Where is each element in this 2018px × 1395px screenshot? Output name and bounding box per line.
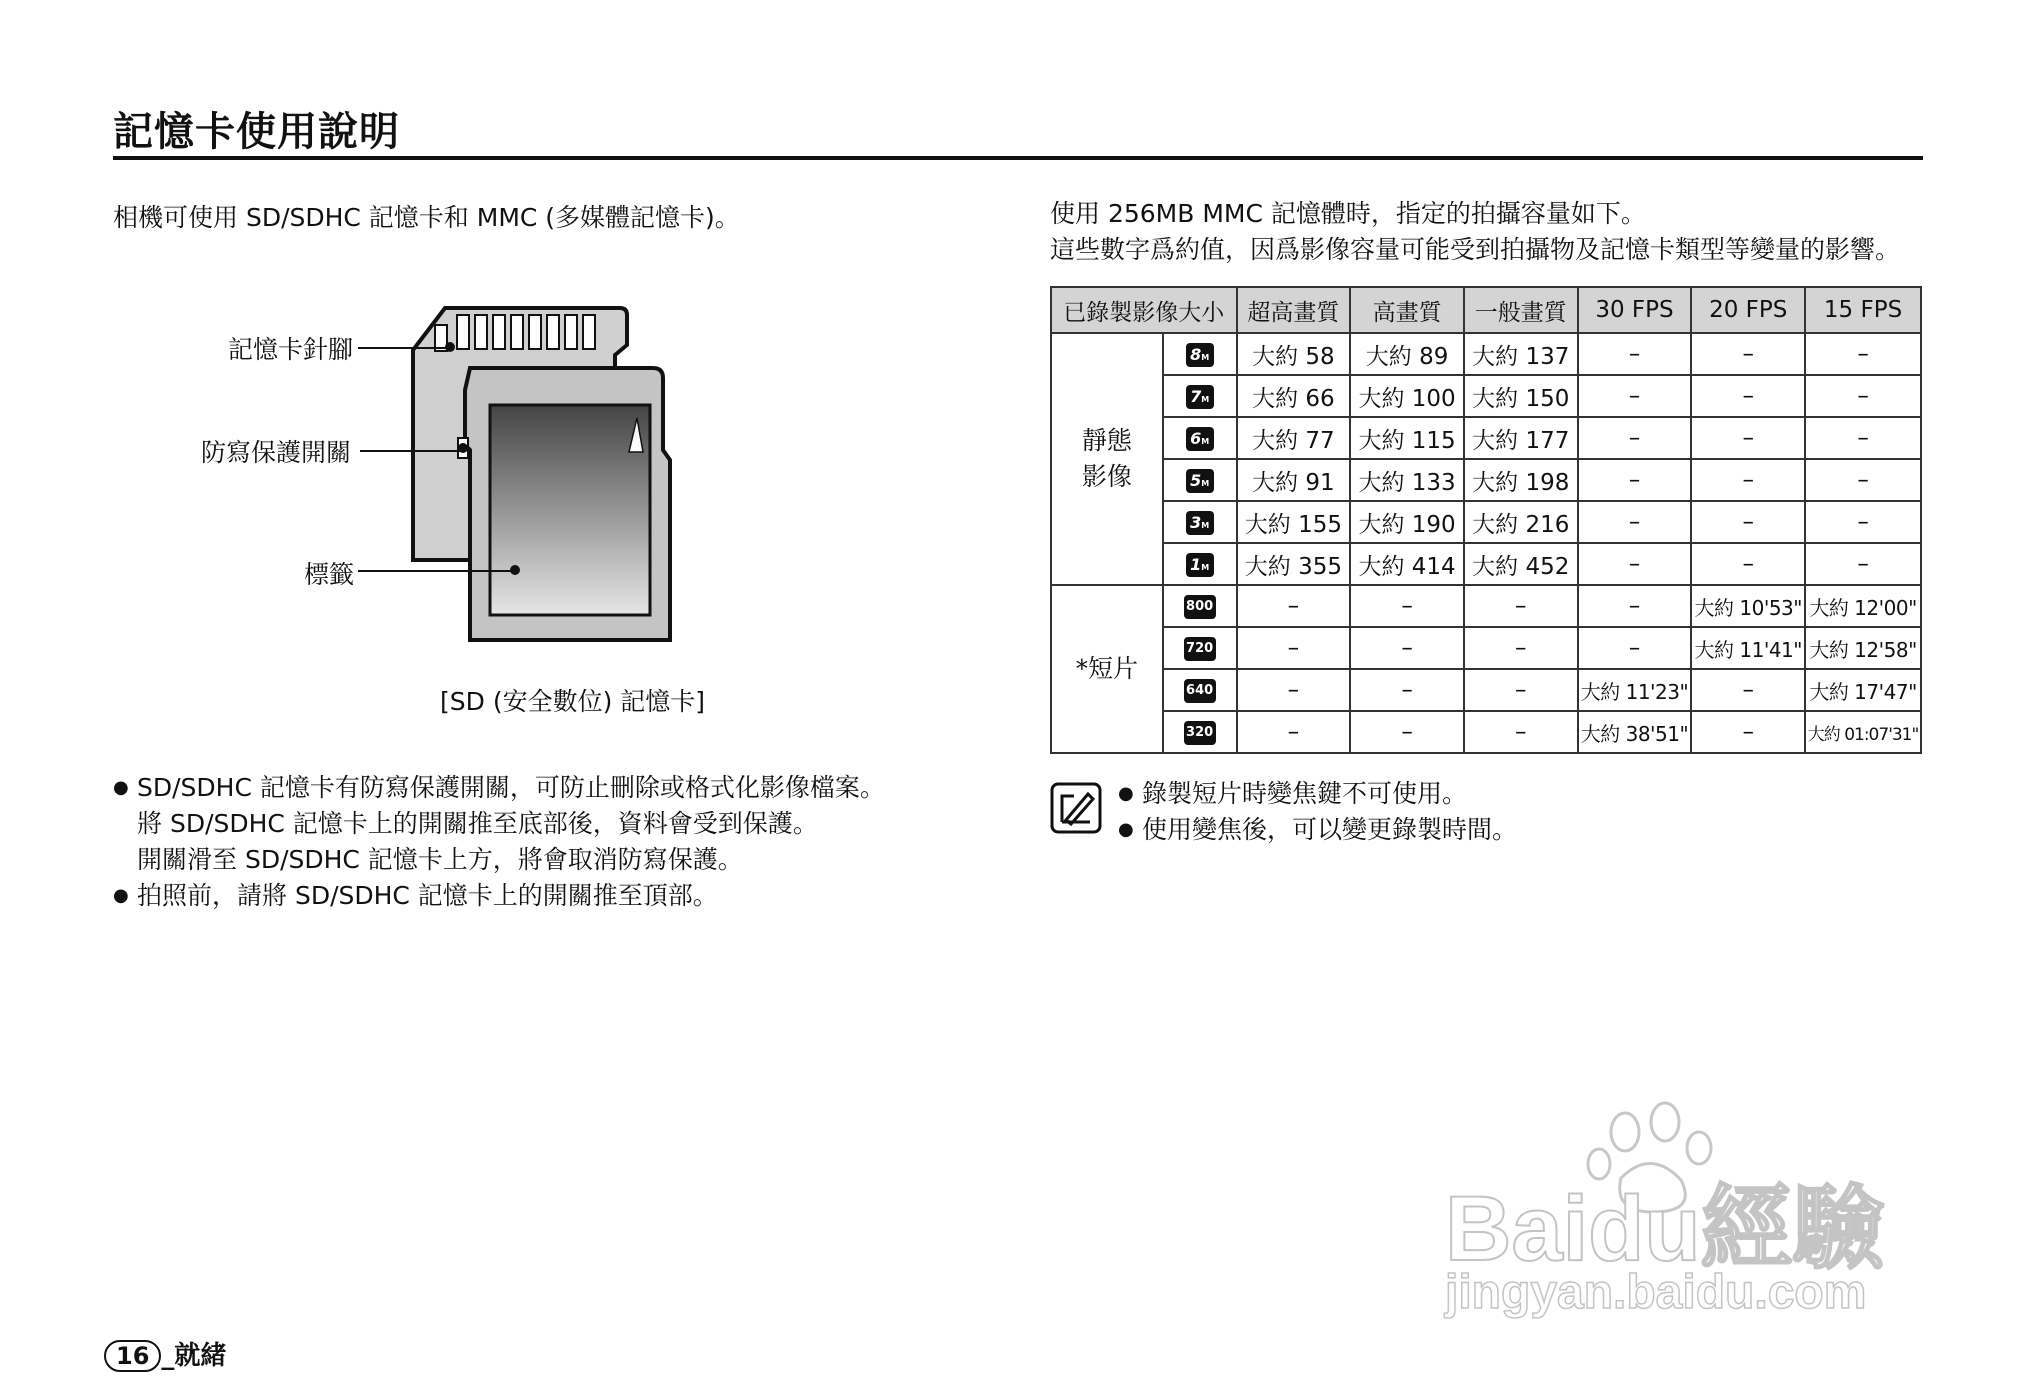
table-cell: – [1691, 333, 1805, 375]
table-cell: – [1691, 501, 1805, 543]
col-header: 高畫質 [1350, 287, 1464, 333]
page-number: 16 [104, 1340, 161, 1372]
table-row [1051, 459, 1921, 501]
table-cell: – [1464, 585, 1578, 627]
col-header: 一般畫質 [1464, 287, 1578, 333]
table-cell: 大約 12'58" [1805, 627, 1921, 669]
table-cell: 大約 452 [1464, 543, 1578, 585]
table-cell: 大約 115 [1350, 417, 1464, 459]
size-icon: 1M [1163, 543, 1237, 585]
table-cell: 大約 190 [1350, 501, 1464, 543]
size-icon: 8M [1163, 333, 1237, 375]
col-header: 超高畫質 [1237, 287, 1351, 333]
col-header: 30 FPS [1578, 287, 1692, 333]
list-item: ● 拍照前，請將 SD/SDHC 記憶卡上的開關推至頂部。 [113, 878, 973, 914]
size-icon: 6M [1163, 417, 1237, 459]
table-cell: – [1691, 459, 1805, 501]
table-cell: – [1805, 459, 1921, 501]
table-cell: – [1805, 333, 1921, 375]
page-title: 記憶卡使用說明 [113, 109, 400, 155]
movie-clip-label: *短片 [1051, 585, 1163, 753]
table-cell: – [1805, 543, 1921, 585]
leader-line [360, 450, 463, 452]
note-list [1118, 776, 1818, 848]
table-cell: 大約 10'53" [1691, 585, 1805, 627]
table-cell: 大約 11'41" [1691, 627, 1805, 669]
resolution-icon: 640 [1163, 669, 1237, 711]
intro-text: 相機可使用 SD/SDHC 記憶卡和 MMC (多媒體記憶卡)。 [113, 203, 740, 232]
leader-line [358, 570, 515, 572]
table-row [1051, 333, 1921, 375]
table-cell: – [1578, 459, 1692, 501]
left-bullet-list [113, 770, 973, 914]
table-cell: 大約 58 [1237, 333, 1351, 375]
sd-card-illustration [405, 300, 685, 660]
table-cell: – [1237, 627, 1351, 669]
table-cell: – [1578, 543, 1692, 585]
table-cell: – [1578, 501, 1692, 543]
table-cell: 大約 198 [1464, 459, 1578, 501]
table-cell: – [1805, 417, 1921, 459]
intro-line: 使用 256MB MMC 記憶體時，指定的拍攝容量如下。 [1050, 199, 1646, 228]
resolution-icon: 320 [1163, 711, 1237, 753]
table-row [1051, 585, 1921, 627]
table-cell: 大約 355 [1237, 543, 1351, 585]
diagram-caption: [SD (安全數位) 記憶卡] [440, 687, 706, 716]
table-cell: 大約 66 [1237, 375, 1351, 417]
table-cell: – [1464, 627, 1578, 669]
watermark-url: jingyan.baidu.com [1445, 1266, 1867, 1319]
table-cell: – [1464, 669, 1578, 711]
table-cell: – [1464, 711, 1578, 753]
list-item: ● 使用變焦後，可以變更錄製時間。 [1118, 812, 1818, 848]
table-row [1051, 669, 1921, 711]
table-cell: 大約 137 [1464, 333, 1578, 375]
table-cell: 大約 155 [1237, 501, 1351, 543]
table-row [1051, 711, 1921, 753]
table-cell: 大約 12'00" [1805, 585, 1921, 627]
table-cell: – [1578, 375, 1692, 417]
table-row [1051, 501, 1921, 543]
table-cell: – [1350, 585, 1464, 627]
col-header: 20 FPS [1691, 287, 1805, 333]
table-cell: – [1578, 627, 1692, 669]
list-item: ● SD/SDHC 記憶卡有防寫保護開關，可防止刪除或格式化影像檔案。 將 SD/SDHC 記憶卡上的開關推至底部後，資料會受到保護。 開關滑至 SD/SDHC 記憶卡上方，將會取消防寫保護。 [113, 770, 973, 878]
label-write-protect-switch: 防寫保護開關 [201, 438, 352, 467]
intro-line: 這些數字爲約值，因爲影像容量可能受到拍攝物及記憶卡類型等變量的影響。 [1050, 235, 1901, 264]
table-cell: – [1350, 627, 1464, 669]
table-cell: – [1691, 417, 1805, 459]
leader-line [358, 347, 450, 349]
card-pins [435, 315, 595, 351]
table-cell: 大約 414 [1350, 543, 1464, 585]
table-cell: – [1578, 417, 1692, 459]
table-cell: – [1691, 375, 1805, 417]
table-row [1051, 417, 1921, 459]
table-cell: 大約 133 [1350, 459, 1464, 501]
size-icon: 3M [1163, 501, 1237, 543]
capacity-table [1050, 286, 1922, 754]
table-cell: 大約 216 [1464, 501, 1578, 543]
table-cell: 大約 17'47" [1805, 669, 1921, 711]
table-header-row [1051, 287, 1921, 333]
right-intro [1050, 196, 1900, 268]
table-cell: – [1350, 711, 1464, 753]
table-cell: – [1578, 585, 1692, 627]
note-pencil-icon [1050, 782, 1102, 834]
table-cell: 大約 77 [1237, 417, 1351, 459]
resolution-icon: 800 [1163, 585, 1237, 627]
table-cell: 大約 11'23" [1578, 669, 1692, 711]
table-cell: 大約 38'51" [1578, 711, 1692, 753]
table-cell: 大約 150 [1464, 375, 1578, 417]
table-cell: 大約 89 [1350, 333, 1464, 375]
watermark-brand: Baidu經驗 [1445, 1178, 1885, 1280]
table-cell: – [1237, 585, 1351, 627]
table-row [1051, 375, 1921, 417]
watermark [1445, 1100, 1925, 1330]
table-cell: 大約 100 [1350, 375, 1464, 417]
table-cell: – [1691, 543, 1805, 585]
size-icon: 7M [1163, 375, 1237, 417]
title-divider [113, 156, 1923, 160]
list-item: ● 錄製短片時變焦鍵不可使用。 [1118, 776, 1818, 812]
table-cell: – [1805, 501, 1921, 543]
card-label-area [490, 405, 650, 615]
table-cell: – [1237, 669, 1351, 711]
label-sticker: 標籤 [304, 560, 355, 589]
size-icon: 5M [1163, 459, 1237, 501]
col-header: 15 FPS [1805, 287, 1921, 333]
section-name: _就緒 [161, 1341, 227, 1371]
label-card-pins: 記憶卡針腳 [228, 335, 354, 364]
table-cell: 大約 91 [1237, 459, 1351, 501]
table-cell: – [1691, 669, 1805, 711]
col-header: 已錄製影像大小 [1051, 287, 1237, 333]
table-cell: – [1350, 669, 1464, 711]
table-cell: 大約 177 [1464, 417, 1578, 459]
resolution-icon: 720 [1163, 627, 1237, 669]
table-row [1051, 627, 1921, 669]
table-cell: – [1578, 333, 1692, 375]
table-cell: – [1805, 375, 1921, 417]
table-cell: 大約 01:07'31" [1805, 711, 1921, 753]
table-row [1051, 543, 1921, 585]
still-image-label: 靜態影像 [1051, 333, 1163, 585]
page-footer [104, 1335, 226, 1372]
table-cell: – [1691, 711, 1805, 753]
table-cell: – [1237, 711, 1351, 753]
